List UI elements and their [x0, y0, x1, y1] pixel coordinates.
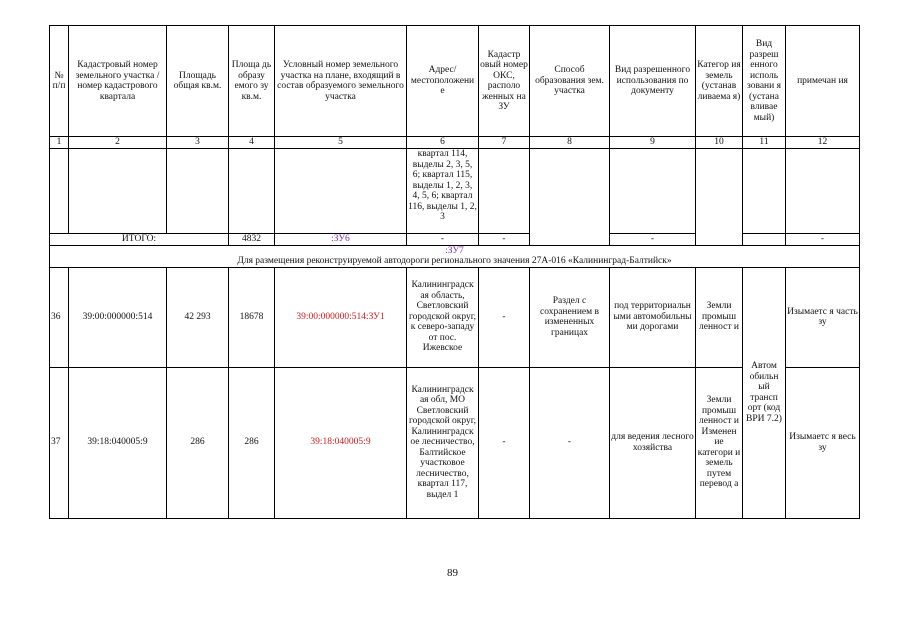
empty-cell [743, 234, 786, 246]
header-permitted-use-set: Вид разреш енного исполь зовани я (устана вливае мый) [743, 26, 786, 137]
column-number: 2 [69, 137, 167, 149]
permitted-use-set: Автом обильн ый трансп орт (код ВРИ 7.2) [743, 267, 786, 518]
section-heading [50, 245, 860, 267]
address: Калининградск ая область, Светловский городской округ, к северо-западу от пос. Ижевское [407, 267, 479, 367]
empty-cell [167, 149, 229, 234]
empty-cell [69, 149, 167, 234]
header-formation-method: Способ образования зем. участка [530, 26, 610, 137]
area-total: 42 293 [167, 267, 229, 367]
row-number: 36 [50, 267, 69, 367]
area-new: 286 [229, 367, 275, 518]
empty-cell [50, 149, 69, 234]
header-total-area: Площадь общая кв.м. [167, 26, 229, 137]
section-heading-row [50, 245, 860, 267]
total-dash: - [407, 234, 479, 246]
empty-cell [743, 149, 786, 234]
header-conditional-number: Условный номер земельного участка на плане, входящий в состав образуемого земельного участка [275, 26, 407, 137]
header-cadastral-number: Кадастровый номер земельного участка /номер кадастрового квартала [69, 26, 167, 137]
column-number: 1 [50, 137, 69, 149]
column-number: 7 [479, 137, 530, 149]
header-new-area: Площа дь образу емого зу кв.м. [229, 26, 275, 137]
cadastral-number: 39:18:040005:9 [69, 367, 167, 518]
header-land-category: Категор ия земель (устанав ливаема я) [696, 26, 743, 137]
empty-cell [610, 149, 696, 234]
column-number: 3 [167, 137, 229, 149]
permitted-use-doc: для ведения лесного хозяйства [610, 367, 696, 518]
total-dash: - [479, 234, 530, 246]
column-number: 10 [696, 137, 743, 149]
header-num: № п/п [50, 26, 69, 137]
land-plots-table [49, 25, 860, 519]
permitted-use-doc: под территориальн ыми автомобильны ми дорогами [610, 267, 696, 367]
cadastral-number: 39:00:000000:514 [69, 267, 167, 367]
column-number: 5 [275, 137, 407, 149]
area-total: 286 [167, 367, 229, 518]
section-plot-code: :ЗУ7 [445, 246, 464, 256]
conditional-number: 39:18:040005:9 [275, 367, 407, 518]
continuation-row [50, 149, 860, 234]
oks-number: - [479, 267, 530, 367]
table-row [50, 367, 860, 518]
notes: Изымаетс я часть зу [786, 267, 860, 367]
oks-number: - [479, 367, 530, 518]
land-category: Земли промыш ленност и [696, 267, 743, 367]
row-number: 37 [50, 367, 69, 518]
empty-cell [530, 149, 610, 246]
empty-cell [479, 149, 530, 234]
empty-cell [696, 149, 743, 246]
column-number: 12 [786, 137, 860, 149]
empty-cell [275, 149, 407, 234]
column-number: 9 [610, 137, 696, 149]
total-dash: - [786, 234, 860, 246]
formation-method: Раздел с сохранением в измененных границах [530, 267, 610, 367]
header-row [50, 26, 860, 137]
total-dash: - [610, 234, 696, 246]
total-plot-code: :ЗУ6 [275, 234, 407, 246]
continuation-address: квартал 114, выделы 2, 3, 5, 6; квартал 115, выделы 1, 2, 3, 4, 5, 6; квартал 116, выделы 1, 2, 3 [407, 149, 479, 234]
empty-cell [786, 149, 860, 234]
total-area: 4832 [229, 234, 275, 246]
header-oks-number: Кадастр овый номер ОКС, располо женных на ЗУ [479, 26, 530, 137]
column-number: 11 [743, 137, 786, 149]
table-row [50, 267, 860, 367]
land-category: Земли промыш ленност и Изменен ие категори и земель путем перевод а [696, 367, 743, 518]
header-address: Адрес/ местоположени е [407, 26, 479, 137]
conditional-number: 39:00:000000:514:ЗУ1 [275, 267, 407, 367]
header-notes: примечан ия [786, 26, 860, 137]
column-number-row [50, 137, 860, 149]
notes: Изымаетс я весь зу [786, 367, 860, 518]
section-title: Для размещения реконструируемой автодороги регионального значения 27А-016 «Калининград-Балтийск» [237, 256, 672, 266]
column-number: 8 [530, 137, 610, 149]
address: Калининградск ая обл, МО Светловский городской округ, Калининградск ое лесничество, Балтийское участковое лесничество, квартал 117, выдел 1 [407, 367, 479, 518]
formation-method: - [530, 367, 610, 518]
header-permitted-use-doc: Вид разрешенного использования по документу [610, 26, 696, 137]
empty-cell [229, 149, 275, 234]
column-number: 4 [229, 137, 275, 149]
total-label: ИТОГО: [50, 234, 229, 246]
page-number: 89 [447, 567, 458, 579]
area-new: 18678 [229, 267, 275, 367]
column-number: 6 [407, 137, 479, 149]
